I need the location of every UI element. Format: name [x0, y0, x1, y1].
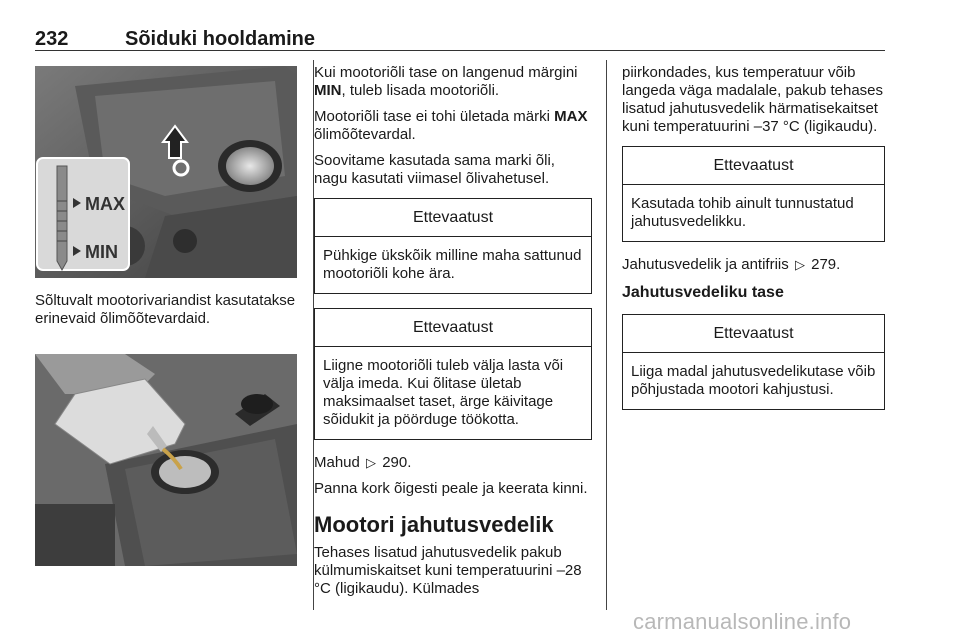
- caution-box-low-coolant: [622, 314, 885, 410]
- caution-title: Ettevaatust: [315, 199, 591, 237]
- engine-bay-dipstick-illustration: [35, 66, 297, 278]
- chapter-title: Sõiduki hooldamine: [125, 28, 316, 50]
- paragraph-max-level: Mootoriõli tase ei tohi ületada märki MAX õlimõõtevardal.: [314, 108, 588, 143]
- caution-title: Ettevaatust: [315, 309, 591, 347]
- caution-title: Ettevaatust: [623, 315, 884, 353]
- caution-body: Liigne mootoriõli tuleb välja lasta või välja imeda. Kui õlitase ületab maksimaalset taset, ärge käivitage sõidukit ja pöörduge töökotta.: [323, 357, 564, 428]
- page-reference-icon: ▷: [366, 455, 377, 470]
- caution-body: Liiga madal jahutusvedelikutase võib põhjustada mootori kahjustusi.: [631, 363, 876, 398]
- section-heading-coolant: Mootori jahutusvedelik: [314, 512, 554, 537]
- paragraph-coolant-continued: piirkondades, kus temperatuur võib langeda väga madalale, pakub tehases lisatud jahutusvedelik härmatisekaitset kuni temperatuurini –37 °C (ligikaudu).: [622, 64, 884, 135]
- max-label: MAX: [85, 194, 125, 214]
- caution-box-approved-coolant: [622, 146, 885, 242]
- page-number: 232: [35, 28, 69, 50]
- header-rule: [35, 50, 885, 51]
- column-2: [314, 64, 592, 606]
- paragraph-cap: Panna kork õigesti peale ja keerata kinni.: [314, 480, 588, 497]
- capacities-reference: Mahud ▷ 290.: [314, 454, 412, 471]
- min-label: MIN: [85, 242, 118, 262]
- oil-filling-figure: [35, 354, 297, 566]
- column-3: [622, 64, 885, 424]
- paragraph-same-brand: Soovitame kasutada sama marki õli, nagu kasutati viimasel õlivahetusel.: [314, 152, 555, 187]
- coolant-antifreeze-reference: Jahutusvedelik ja antifriis ▷ 279.: [622, 256, 841, 273]
- caution-title: Ettevaatust: [623, 147, 884, 185]
- paragraph-coolant-intro: Tehases lisatud jahutusvedelik pakub külmumiskaitset kuni temperatuurini –28 °C (ligikaudu). Külmades: [314, 544, 582, 597]
- capacities-page-link[interactable]: 290.: [382, 454, 412, 471]
- page-reference-icon: ▷: [794, 257, 805, 272]
- paragraph-min-level: Kui mootoriõli tase on langenud märgini MIN, tuleb lisada mootoriõli.: [314, 64, 578, 99]
- figure-caption: Sõltuvalt mootorivariandist kasutatakse erinevaid õlimõõtevardaid.: [35, 292, 296, 327]
- coolant-page-link[interactable]: 279.: [811, 256, 841, 273]
- caution-box-excess-oil: [314, 308, 592, 440]
- subheading-coolant-level: Jahutusvedeliku tase: [622, 284, 784, 301]
- column-divider-2: [606, 60, 607, 610]
- caution-body: Kasutada tohib ainult tunnustatud jahutusvedelikku.: [631, 195, 854, 230]
- oil-pouring-illustration: [35, 354, 297, 566]
- dipstick-figure: [35, 66, 297, 278]
- column-1: [35, 292, 305, 336]
- page-header: [35, 26, 885, 50]
- watermark: carmanualsonline.info: [633, 609, 852, 634]
- caution-body: Pühkige ükskõik milline maha sattunud mootoriõli kohe ära.: [323, 247, 582, 282]
- caution-box-spill: [314, 198, 592, 294]
